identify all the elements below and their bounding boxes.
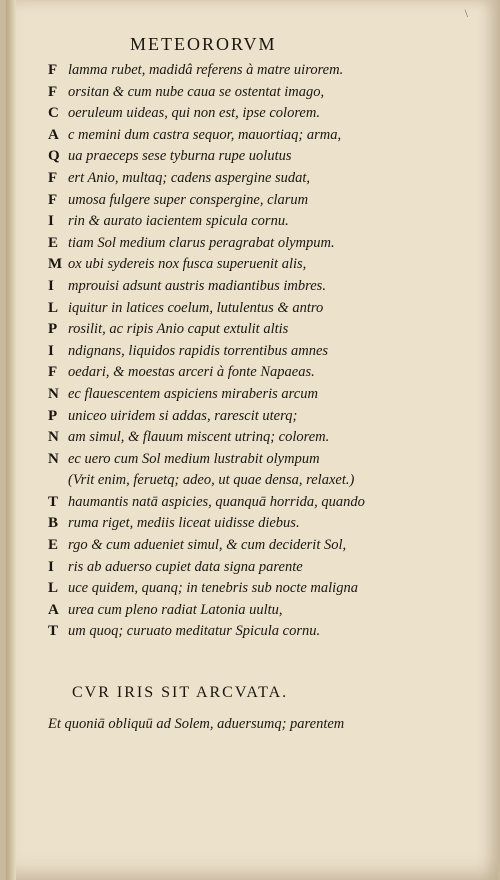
verse-line: [48, 470, 428, 492]
verse-text: rin & aurato iacientem spicula cornu.: [68, 213, 289, 230]
verse-initial: I: [48, 277, 54, 294]
verse-text: (Vrit enim, feruetq; adeo, ut quae densa, relaxet.): [68, 472, 355, 489]
verse-initial: T: [48, 623, 59, 640]
verse-text: ox ubi sydereis nox fusca superuenit alis,: [68, 256, 307, 273]
verse-line: [48, 406, 428, 428]
verse-initial: E: [48, 234, 59, 251]
verse-text: ert Anio, multaq; cadens aspergine sudat,: [68, 169, 311, 186]
verse-text: am simul, & flauum miscent utrinq; colorem.: [68, 429, 330, 446]
verse-initial: A: [48, 126, 59, 143]
verse-initial: C: [48, 105, 59, 122]
verse-line: [48, 125, 428, 147]
verse-line: [48, 146, 428, 168]
verse-line: [48, 254, 428, 276]
verse-line: [48, 190, 428, 212]
verse-text: ndignans, liquidos rapidis torrentibus amnes: [68, 342, 329, 359]
verse-line: [48, 427, 428, 449]
verse-text: ris ab aduerso cupiet data signa parente: [68, 558, 303, 575]
verse-line: [48, 82, 428, 104]
verse-text: orsitan & cum nube caua se ostentat imago,: [68, 83, 325, 100]
verse-text: ua praeceps sese tyburna rupe uolutus: [68, 148, 292, 165]
verse-line: [48, 298, 428, 320]
verse-line: [48, 621, 428, 643]
verse-initial: I: [48, 342, 54, 359]
verse-text: uniceo uiridem si addas, rarescit uterq;: [68, 407, 298, 424]
verse-text: mprouisi adsunt austris madiantibus imbres.: [68, 277, 326, 294]
verse-text: ec flauescentem aspiciens miraberis arcum: [68, 385, 318, 402]
verse-line: [48, 103, 428, 125]
verse-text: lamma rubet, madidâ referens à matre uirorem.: [68, 62, 344, 78]
running-head: METEORORVM: [130, 34, 277, 54]
page-gutter: [6, 0, 16, 880]
verse-text: iquitur in latices coelum, lutulentus & antro: [68, 299, 324, 316]
verse-initial: I: [48, 213, 54, 230]
final-line: Et quoniā obliquū ad Solem, aduersumq; parentem: [48, 716, 345, 732]
verse-initial: F: [48, 191, 58, 208]
verse-initial: M: [48, 256, 63, 273]
verse-initial: F: [48, 364, 58, 381]
verse-line: [48, 384, 428, 406]
verse-text: tiam Sol medium clarus peragrabat olympum.: [68, 234, 335, 251]
verse-text: oeruleum uideas, qui non est, ipse colorem.: [68, 105, 320, 122]
verse-initial: N: [48, 385, 59, 402]
verse-initial: F: [48, 169, 58, 186]
verse-line: [48, 211, 428, 233]
verse-text: ruma riget, mediis liceat uidisse diebus.: [68, 515, 300, 532]
verse-line: [48, 341, 428, 363]
verse-initial: F: [48, 83, 58, 100]
verse-line: [48, 276, 428, 298]
verse-text: rgo & cum adueniet simul, & cum deciderit Sol,: [68, 537, 347, 554]
verse-initial: Q: [48, 148, 60, 165]
verse-line: [48, 492, 428, 514]
verse-text: oedari, & moestas arceri à fonte Napaeas.: [68, 364, 315, 381]
verse-text: uce quidem, quanq; in tenebris sub nocte maligna: [68, 580, 358, 597]
verse-block: [48, 60, 428, 643]
verse-line: [48, 362, 428, 384]
verse-initial: E: [48, 537, 59, 554]
verse-initial: I: [48, 558, 54, 575]
verse-initial: B: [48, 515, 59, 532]
verse-text: rosilit, ac ripis Anio caput extulit altis: [68, 321, 289, 338]
verse-initial: N: [48, 450, 59, 467]
verse-initial: N: [48, 429, 59, 446]
verse-initial: L: [48, 299, 59, 316]
verse-initial: L: [48, 580, 59, 597]
verse-line: [48, 600, 428, 622]
verse-text: urea cum pleno radiat Latonia uultu,: [68, 601, 283, 618]
verse-line: [48, 168, 428, 190]
verse-text: c memini dum castra sequor, mauortiaq; arma,: [68, 126, 342, 143]
verse-text: haumantis natā aspicies, quanquā horrida, quando: [68, 493, 365, 510]
verse-line: [48, 319, 428, 341]
verse-line: [48, 535, 428, 557]
verse-line: [48, 578, 428, 600]
section-heading: CVR IRIS SIT ARCVATA.: [72, 684, 289, 701]
verse-line: [48, 449, 428, 471]
verse-text: umosa fulgere super conspergine, clarum: [68, 191, 309, 208]
verse-line: [48, 233, 428, 255]
verse-initial: P: [48, 407, 58, 424]
verse-line: [48, 557, 428, 579]
corner-mark: \: [464, 6, 468, 20]
verse-text: ec uero cum Sol medium lustrabit olympum: [68, 450, 320, 467]
verse-initial: P: [48, 321, 58, 338]
verse-line: [48, 513, 428, 535]
verse-initial: T: [48, 493, 59, 510]
verse-initial: F: [48, 62, 58, 78]
verse-text: um quoq; curuato meditatur Spicula cornu.: [68, 623, 321, 640]
verse-initial: A: [48, 601, 59, 618]
verse-line: [48, 60, 428, 82]
